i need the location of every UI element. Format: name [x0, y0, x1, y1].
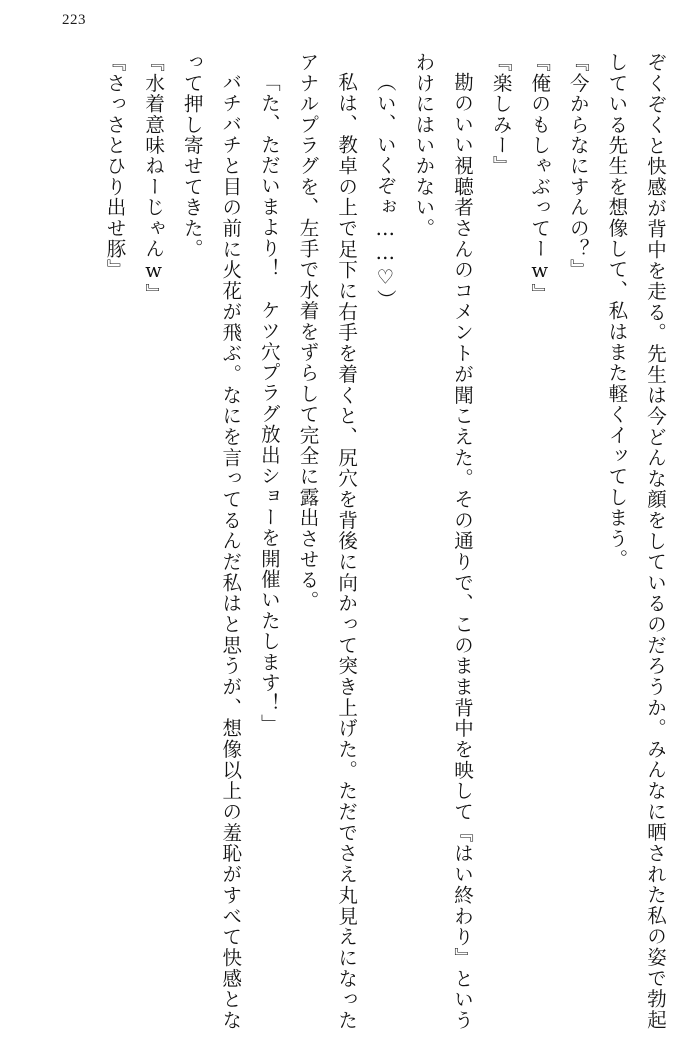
paragraph: 『楽しみー』	[489, 52, 513, 177]
paragraph: 『水着意味ねーじゃんw』	[142, 52, 166, 304]
paragraph: 『今からなにすんの？』	[566, 52, 590, 280]
paragraph: （い、いくぞぉ……♡）	[373, 71, 397, 310]
page-number: 223	[62, 12, 86, 28]
paragraph: 「た、ただいまより！ ケツ穴プラグ放出ショーを開催いたします！」	[257, 71, 281, 734]
paragraph: バチバチと目の前に火花が飛ぶ。なにを言ってるんだ私はと思うが、想像以上の羞恥がすべて快感となって押し寄せてきた。	[180, 52, 243, 1030]
paragraph: 『さっさとひり出せ豚』	[103, 52, 127, 280]
paragraph: 私は、教卓の上で足下に右手を着くと、尻穴を背後に向かって突き上げた。ただでさえ丸見えになったアナルプラグを、左手で水着をずらして完全に露出させる。	[296, 52, 359, 1030]
paragraph: ぞくぞくと快感が背中を走る。先生は今どんな顔をしているのだろうか。みんなに晒された私の姿で勃起している先生を想像して、私はまた軽くイッてしまう。	[605, 52, 667, 1030]
page-text-body	[26, 52, 674, 1030]
paragraph: 勘のいい視聴者さんのコメントが聞こえた。その通りで、このまま背中を映して『はい終わり』というわけにはいかない。	[412, 52, 474, 1030]
paragraph: 『俺のもしゃぶってーw』	[528, 52, 552, 304]
